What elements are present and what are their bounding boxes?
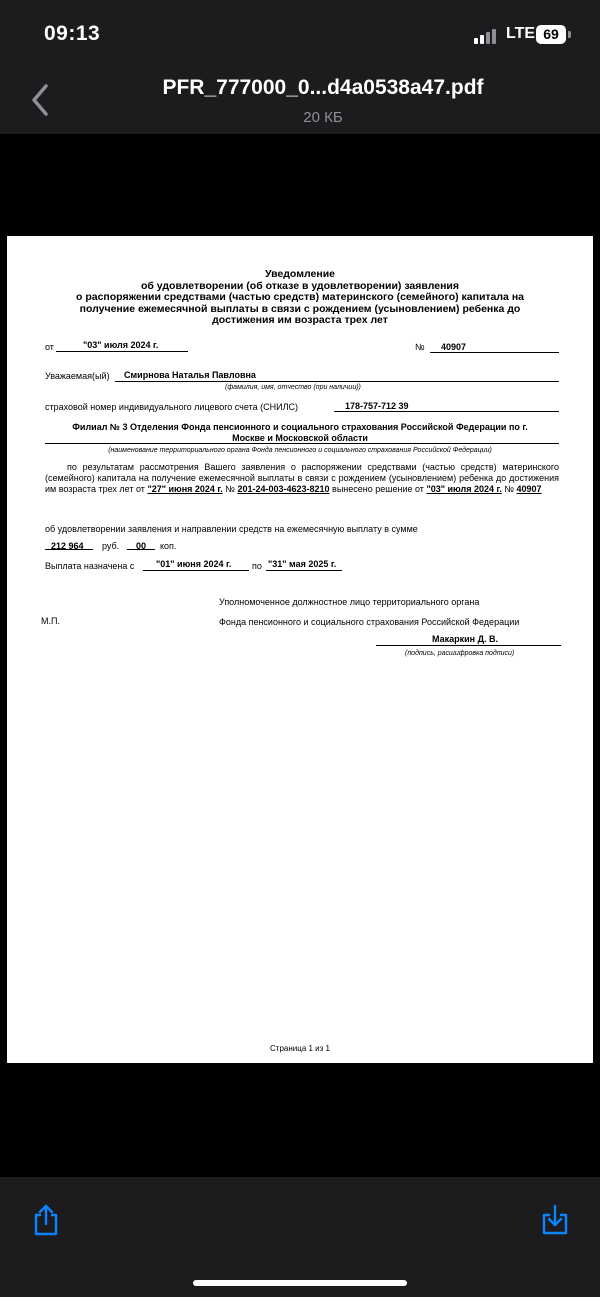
signer-name: Макаркин Д. В. xyxy=(432,634,499,644)
body-text: по результатам рассмотрения Вашего заявления о распоряжении средствами (частью средств) материнского (семейного) капитала на получение ежемесячной выплаты в связи с рождением (усыновлением) ребенка до достижения им возраста трех лет от xyxy=(45,462,559,494)
cellular-signal-icon xyxy=(474,28,496,44)
document-title: Уведомление xyxy=(264,268,335,280)
signature-underline xyxy=(376,645,561,646)
document-title-line: получение ежемесячной выплаты в связи с рождением (усыновлением) ребенка до xyxy=(79,302,521,315)
official-organization: Фонда пенсионного и социального страхования Российской Федерации xyxy=(219,617,520,627)
payment-from-underline xyxy=(143,570,249,571)
decision-text: вынесено решение от xyxy=(332,483,424,494)
number-prefix: № xyxy=(415,342,425,352)
share-button[interactable] xyxy=(31,1203,61,1237)
date-prefix: от xyxy=(45,342,54,352)
document-title-line: об удовлетворении (об отказе в удовлетворении) заявления xyxy=(140,279,459,292)
navigation-bar xyxy=(0,70,600,134)
application-number: 201-24-003-4623-8210 xyxy=(237,483,330,494)
battery-icon: 69 xyxy=(536,25,566,44)
decision-result: об удовлетворении заявления и направлении средств на ежемесячную выплату в сумме xyxy=(45,524,418,534)
battery-tip xyxy=(568,31,571,38)
application-no-prefix: № xyxy=(225,483,235,494)
network-type: LTE xyxy=(506,25,536,42)
branch-name-line: Москве и Московской области xyxy=(232,433,368,443)
snils-value: 178-757-712 39 xyxy=(345,401,409,411)
branch-caption: (наименование территориального органа Фонда пенсионного и социального страхования Российской Федерации) xyxy=(108,447,492,454)
back-button[interactable] xyxy=(26,80,62,120)
document-title-line: о распоряжении средствами (частью средств) материнского (семейного) капитала на xyxy=(75,291,524,304)
notice-date: "03" июля 2024 г. xyxy=(83,340,159,350)
date-underline xyxy=(56,351,188,352)
pdf-page[interactable] xyxy=(7,236,593,1063)
decision-date: "03" июля 2024 г. xyxy=(426,483,502,494)
payment-to-underline xyxy=(266,570,342,571)
chevron-left-icon xyxy=(26,80,62,120)
stamp-place: М.П. xyxy=(41,616,60,626)
rub-label: руб. xyxy=(102,541,120,551)
official-title: Уполномоченное должностное лицо территориального органа xyxy=(219,597,480,607)
recipient-caption: (фамилия, имя, отчество (при наличии)) xyxy=(225,384,361,391)
payment-to-label: по xyxy=(252,561,262,571)
decision-number: 40907 xyxy=(516,483,542,494)
home-indicator[interactable] xyxy=(193,1280,407,1286)
bottom-toolbar xyxy=(0,1177,600,1297)
clock: 09:13 xyxy=(44,22,101,45)
number-underline xyxy=(430,352,559,353)
notice-number: 40907 xyxy=(441,342,467,352)
amount-kopecks: 00 xyxy=(136,541,147,551)
recipient-name: Смирнова Наталья Павловна xyxy=(124,370,256,380)
body-paragraph xyxy=(45,462,559,494)
file-size: 20 КБ xyxy=(303,109,343,126)
document-title-line: достижения им возраста трех лет xyxy=(212,314,388,327)
share-icon xyxy=(31,1203,61,1237)
kop-label: коп. xyxy=(160,541,177,551)
branch-name: Филиал № 3 Отделения Фонда пенсионного и социального страхования Российской Федерации по г. xyxy=(72,422,528,432)
payment-from: "01" июня 2024 г. xyxy=(156,559,232,569)
page-number: Страница 1 из 1 xyxy=(270,1044,330,1053)
application-date: "27" июня 2024 г. xyxy=(147,483,223,494)
status-bar xyxy=(0,0,600,70)
payment-to: "31" мая 2025 г. xyxy=(268,559,337,569)
snils-underline xyxy=(334,411,559,412)
snils-label: страховой номер индивидуального лицевого счета (СНИЛС) xyxy=(45,402,298,412)
amount-rubles: 212 964 xyxy=(51,541,84,551)
save-to-files-icon xyxy=(540,1203,570,1237)
name-underline xyxy=(115,381,559,382)
file-title: PFR_777000_0...d4a0538a47.pdf xyxy=(162,76,484,99)
save-to-files-button[interactable] xyxy=(540,1203,570,1237)
signature-caption: (подпись, расшифровка подписи) xyxy=(405,650,515,657)
decision-no-prefix: № xyxy=(504,483,515,494)
payment-label: Выплата назначена с xyxy=(45,561,135,571)
branch-underline xyxy=(45,443,559,444)
salutation: Уважаемая(ый) xyxy=(45,371,110,381)
